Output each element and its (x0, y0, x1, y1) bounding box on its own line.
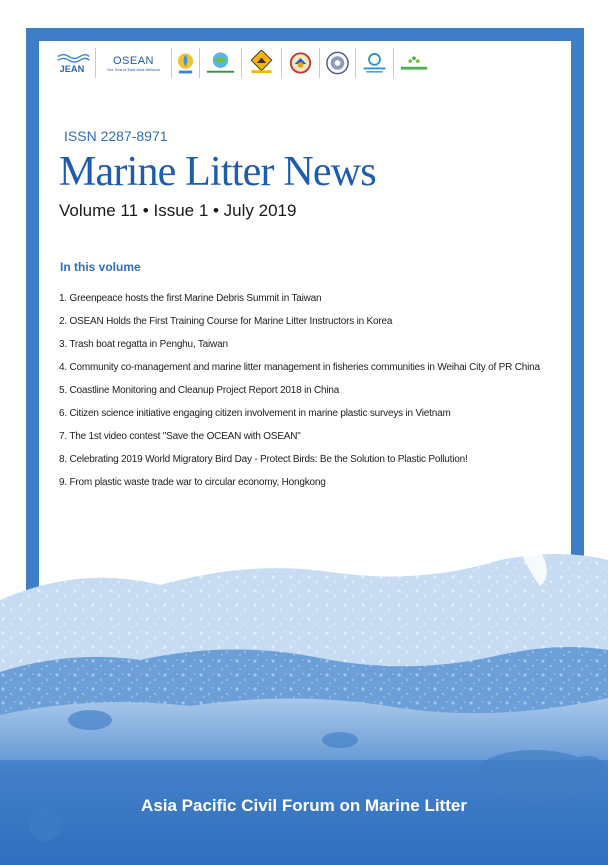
contents-list (59, 292, 540, 499)
drop-icon (176, 50, 195, 76)
jean-logo (52, 48, 96, 78)
contents-item: 1. Greenpeace hosts the first Marine Debris Summit in Taiwan (59, 293, 322, 304)
issn-number: ISSN 2287-8971 (64, 128, 168, 144)
jean-logo-text: JEAN (59, 64, 85, 75)
china-org-logo (200, 48, 242, 78)
osean-logo-text: OSEAN (112, 54, 154, 67)
newsletter-title: Marine Litter News (59, 149, 376, 195)
greenhub-logo (394, 48, 434, 78)
emblem-icon (286, 50, 315, 76)
bird-icon (232, 544, 282, 566)
contents-item: 2. OSEAN Holds the First Training Course for Marine Litter Instructors in Korea (59, 316, 393, 327)
seal-icon (324, 50, 351, 76)
contents-item: 5. Coastline Monitoring and Cleanup Project Report 2018 in China (59, 385, 340, 396)
warning-sign-logo (242, 48, 282, 78)
jean-logo-graphic (56, 50, 91, 76)
fish-icon (322, 732, 358, 748)
seal-logo (320, 48, 356, 78)
partner-logo-bar (52, 47, 434, 79)
wave-icon (360, 50, 389, 76)
contents-item: 8. Celebrating 2019 World Migratory Bird Day - Protect Birds: Be the Solution to Plastic Pollution! (59, 454, 468, 465)
bird-icon (125, 558, 175, 578)
contents-item: 6. Citizen science initiative engaging citizen involvement in marine plastic surveys in Vietnam (59, 408, 451, 419)
ocean-conservancy-logo (356, 48, 394, 78)
globe-icon (204, 50, 237, 76)
leaf-icon (398, 50, 430, 76)
contents-heading: In this volume (60, 260, 141, 274)
footer-title: Asia Pacific Civil Forum on Marine Litter (141, 796, 467, 815)
fish-icon (68, 710, 112, 730)
contents-item: 7. The 1st video contest "Save the OCEAN with OSEAN" (59, 431, 301, 442)
warning-sign-icon (246, 50, 277, 76)
issue-info: Volume 11 • Issue 1 • July 2019 (59, 201, 297, 220)
osean-logo-subtext: Our Sea of East Asia Network (107, 66, 160, 72)
contents-item: 4. Community co-management and marine litter management in fisheries communities in Weihai City of PR China (59, 362, 540, 373)
osean-logo (96, 48, 172, 78)
contents-item: 3. Trash boat regatta in Penghu, Taiwan (59, 339, 228, 350)
philippines-org-logo (282, 48, 320, 78)
taiwan-org-logo (172, 48, 200, 78)
contents-item: 9. From plastic waste trade war to circular economy, Hongkong (59, 477, 326, 488)
